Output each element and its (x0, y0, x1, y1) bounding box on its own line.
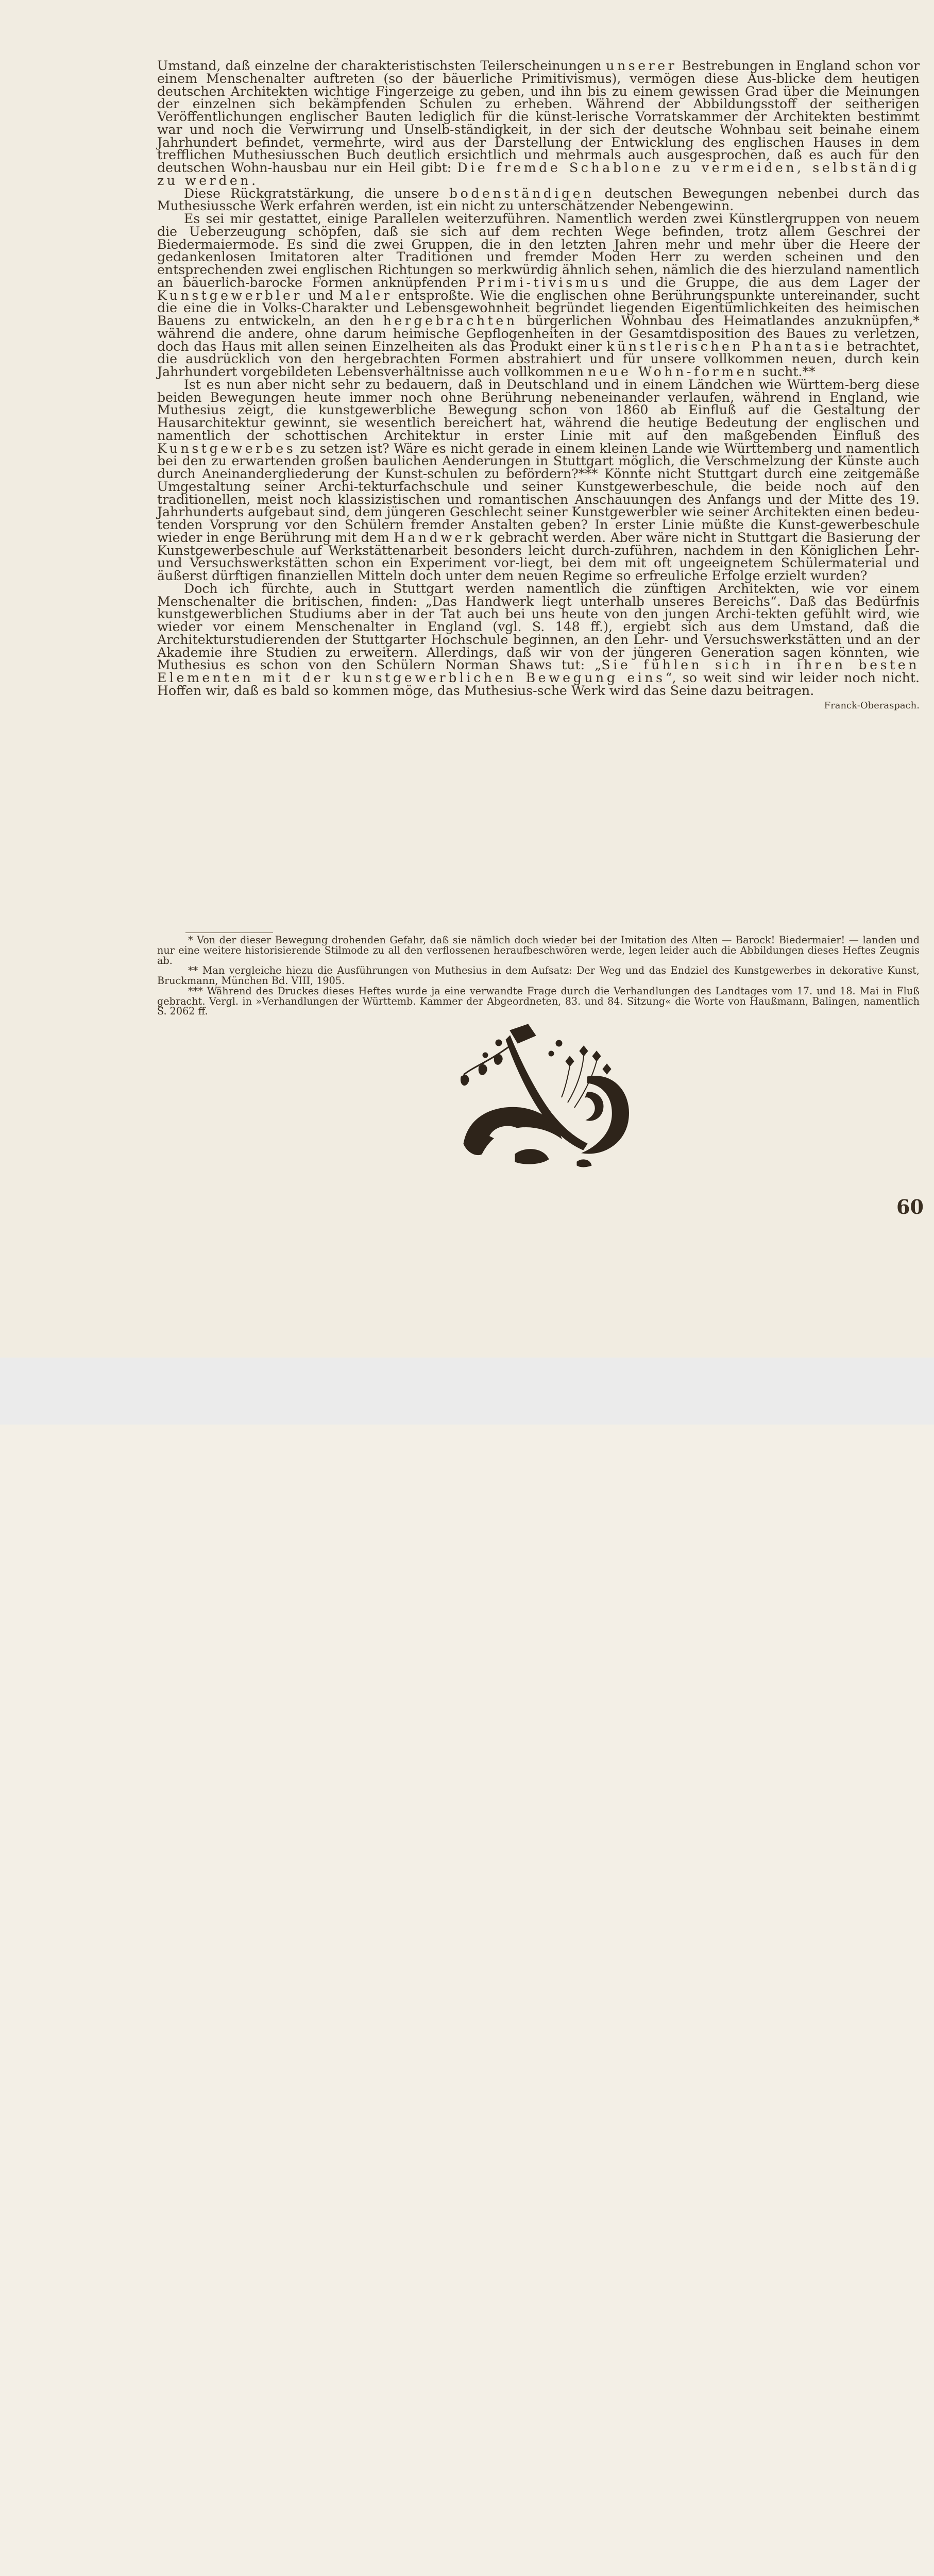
text-run: Umstand, daß einzelne der charakteristischsten Teilerscheinungen (157, 58, 606, 73)
paragraph (157, 185, 920, 214)
text-run: betrachtet, die ausdrücklich von den hergebrachten Formen abstrahiert und für unsere vollkommen neuen, durch kein Jahrhundert vorgebildeten Lebensverhältnisse auch vollkommen (157, 338, 920, 379)
footnote: *** Während des Druckes dieses Heftes wurde ja eine verwandte Frage durch die Verhandlungen des Landtages vom 17. und 18. Mai in Fluß gebracht. Vergl. in »Verhandlungen der Württemb. Kammer der Abgeordneten, 83. und 84. Sitzung« die Worte von Haußmann, Balingen, namentlich S. 2062 ff. (157, 985, 920, 1018)
page-number: 60 (896, 1195, 924, 1218)
text-run: gebracht werden. Aber wäre nicht in Stuttgart die Basierung der Kunstgewerbeschule auf Werkstättenarbeit besonders leicht durch-zuführen, nachdem in den Königlichen Lehr- und Versuchswerkstätten schon ein Experiment vor-liegt, bei dem mit oft ungeeignetem Schülermaterial und äußerst dürftigen finanziellen Mitteln doch unter dem neuen Regime so erfreuliche Erfolge erzielt wurden? (157, 530, 920, 583)
text-run: Bestrebungen in England schon vor einem Menschenalter auftreten (so der bäuerliche Primitivismus), vermögen diese Aus-blicke dem heutigen deutschen Architekten wichtige Fingerzeige zu geben, und ihn bis zu einem gewissen Grad über die Meinungen der einzelnen sich bekämpfenden Schulen zu erheben. Während der Abbildungsstoff der seitherigen Veröffentlichungen englischer Bauten lediglich für die künst-lerische Vorratskammer der Architekten bestimmt war und noch die Verwirrung und Unselb-ständigkeit, in der sich der deutsche Wohnbau seit beinahe einem Jahrhundert befindet, vermehrte, wird aus der Darstellung der Entwicklung des englischen Hauses in dem trefflichen Muthesiusschen Buch deutlich ersichtlich und mehrmals auch ausgesprochen, daß es auch für den deutschen Wohn-hausbau nur ein Heil gibt: (157, 58, 920, 175)
text-run: und (302, 287, 339, 303)
spaced-emphasis: unserer (606, 58, 677, 73)
spaced-emphasis: Kunstgewerbler (157, 287, 303, 303)
paragraph (157, 581, 920, 711)
footnotes (157, 935, 920, 1016)
author-signature: Franck-Oberaspach. (824, 700, 920, 711)
paragraph (157, 379, 920, 583)
text-run: entsproßte. Wie die englischen ohne Berührungspunkte untereinander, sucht die eine die in Volks-Charakter und Lebensgewohnheit begründet liegenden Eigentümlichkeiten des heimischen Bauens zu entwickeln, an den (157, 287, 920, 328)
spaced-emphasis: bodenständigen (449, 185, 595, 201)
article-body (157, 60, 920, 712)
spaced-emphasis: Kunstgewerbes (157, 440, 296, 456)
paragraph (157, 60, 920, 188)
spaced-emphasis: künstlerischen Phantasie (606, 338, 842, 354)
paragraph (157, 213, 920, 379)
spaced-emphasis: Die fremde Schablone zu vermeiden, selbständig zu werden. (157, 160, 920, 188)
text-run: sucht.** (758, 364, 816, 379)
decorative-vignette-ornament (433, 1015, 639, 1185)
spaced-emphasis: Maler (339, 287, 393, 303)
text-run: und die Gruppe, die aus dem Lager der (611, 275, 920, 290)
text-run: zu setzen ist? Wäre es nicht gerade in einem kleinen Lande wie Württemberg und namentlich bei den zu erwartenden großen baulichen Aenderungen in Stuttgart möglich, die Verschmelzung der Künste auch durch Aneinandergliederung der Kunst-schulen zu befördern?*** Könnte nicht Stuttgart durch eine zeitgemäße Umgestaltung seiner Archi-tekturfachschule und seiner Kunstgewerbeschule, die beide noch auf den traditionellen, meist noch klassizistischen und romantischen Anschauungen des Anfangs und der Mitte des 19. Jahrhunderts aufgebaut sind, dem jüngeren Geschlecht seiner Kunstgewerbler wie seiner Architekten einen bedeu-tenden Vorsprung vor den Schülern fremder Anstalten geben? In erster Linie müßte die Kunst-gewerbeschule wieder in enge Berührung mit dem (157, 440, 920, 545)
text-run: “, so weit sind wir leider noch nicht. Hoffen wir, daß es bald so kommen möge, das Muthesius-sche Werk wird das Seine dazu beitragen. (157, 670, 920, 698)
text-run: Es sei mir gestattet, einige Parallelen weiterzuführen. Namentlich werden zwei Künstlergruppen von neuem die Ueberzeugung schöpfen, daß sie sich auf dem rechten Wege befinden, trotz allem Geschrei der Biedermaiermode. Es sind die zwei Gruppen, die in den letzten Jahren mehr und mehr über die Heere der gedankenlosen Imitatoren alter Traditionen und fremder Moden Herr zu werden scheinen und den entsprechenden zwei englischen Richtungen so merkwürdig ähnlich sehen, nämlich die des hierzuland namentlich an bäuerlich-barocke Formen anknüpfenden (157, 211, 920, 290)
text-run: deutschen Bewegungen nebenbei durch das Muthesiussche Werk erfahren werden, ist ein nicht zu unterschätzender Nebengewinn. (157, 185, 920, 214)
footnote: * Von der dieser Bewegung drohenden Gefahr, daß sie nämlich doch wieder bei der Imitation des Alten — Barock! Biedermaier! — landen und nur eine weitere historisierende Stilmode zu all den verflossenen heraufbeschwören werde, legen leider auch die Abbildungen dieses Heftes Zeugnis ab. (157, 934, 920, 967)
spaced-emphasis: hergebrachten (383, 313, 518, 328)
text-run: Diese Rückgratstärkung, die unsere (184, 185, 450, 201)
footer-bar (0, 1358, 934, 1425)
text-run: Ist es nun aber nicht sehr zu bedauern, daß in Deutschland und in einem Ländchen wie Württem-berg diese beiden Bewegungen heute immer noch ohne Berührung nebeneinander verlaufen, während in England, wie Muthesius zeigt, die kunstgewerbliche Bewegung schon von 1860 ab Einfluß auf die Gestaltung der Hausarchitektur gewinnt, sie wesentlich bereichert hat, während die heutige Bedeutung der englischen und namentlich der schottischen Architektur in erster Linie mit auf den maßgebenden Einfluß des (157, 377, 920, 443)
spaced-emphasis: Handwerk (393, 530, 485, 545)
spaced-emphasis: neue Wohn-formen (588, 364, 758, 379)
footnote: ** Man vergleiche hiezu die Ausführungen von Muthesius in dem Aufsatz: Der Weg und das Endziel des Kunstgewerbes in dekorative Kunst, Bruckmann, München Bd. VIII, 1905. (157, 964, 920, 987)
spaced-emphasis: Sie fühlen sich in ihren besten Elementen mit der kunstgewerblichen Bewegung eins (157, 657, 920, 685)
text-run: bürgerlichen Wohnbau des Heimatlandes anzuknüpfen,* während die andere, ohne darum heimische Gepflogenheiten in der Gesamtdisposition des Baues zu verletzen, doch das Haus mit allen seinen Einzelheiten als das Produkt einer (157, 313, 920, 354)
spaced-emphasis: Primi-tivismus (476, 275, 612, 290)
text-run: Doch ich fürchte, auch in Stuttgart werden namentlich die zünftigen Architekten, wie vor einem Menschenalter die britischen, finden: „Das Handwerk liegt unterhalb unseres Bereichs“. Daß das Bedürfnis kunstgewerblichen Studiums aber in der Tat auch bei uns heute von den jungen Archi-tekten gefühlt wird, wie wieder vor einem Menschenalter in England (vgl. S. 148 ff.), ergiebt sich aus dem Umstand, daß die Architekturstudierenden der Stuttgarter Hochschule beginnen, an den Lehr- und Versuchswerkstätten und an der Akademie ihre Studien zu erweitern. Allerdings, daß wir von der jüngeren Generation sagen könnten, wie Muthesius es schon von den Schülern Norman Shaws tut: „ (157, 581, 920, 673)
